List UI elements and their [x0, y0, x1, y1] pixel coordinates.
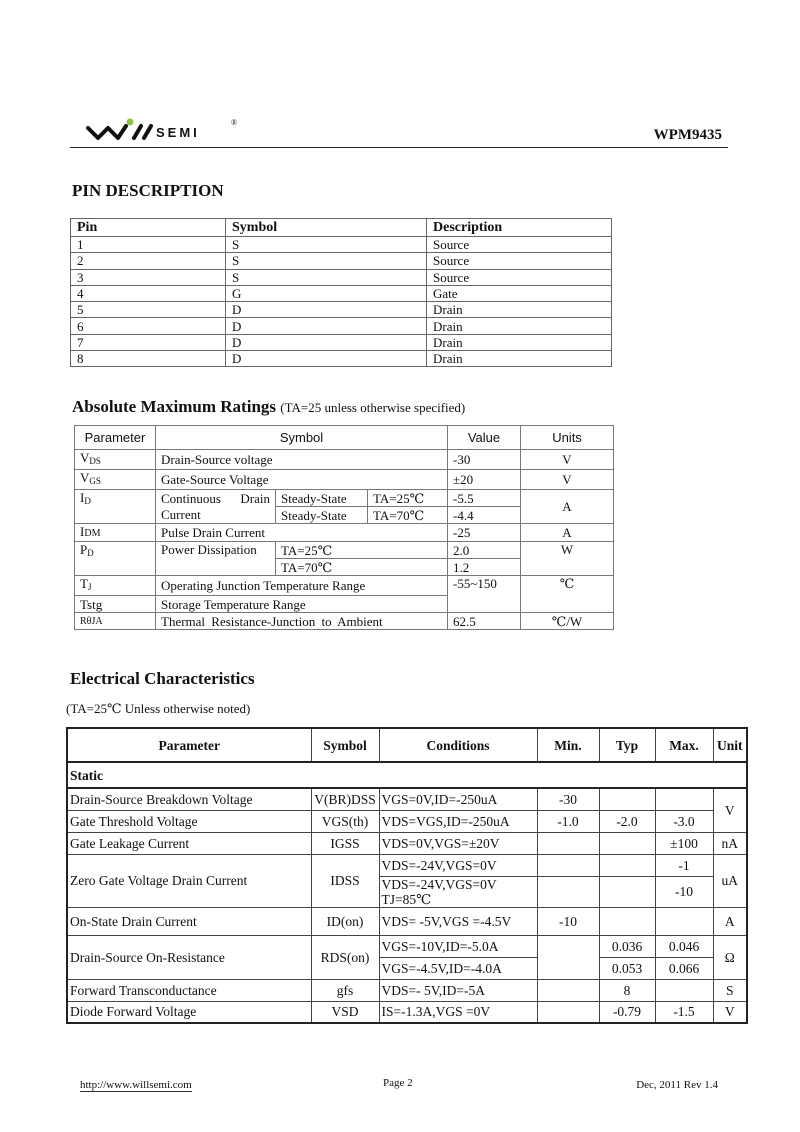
willsemi-logo	[86, 116, 246, 144]
description-cell: Source	[427, 253, 612, 269]
pin-cell: 2	[71, 253, 226, 269]
symbol-cell: D	[226, 351, 427, 367]
unit-cell: Ω	[713, 935, 747, 979]
description-cell: Source	[427, 237, 612, 253]
param-cell: On-State Drain Current	[67, 907, 311, 935]
value-cell: 2.0	[448, 542, 521, 559]
min-cell	[537, 832, 599, 854]
section-label: Static	[67, 762, 747, 788]
table-row	[75, 490, 614, 507]
table-row	[75, 470, 614, 490]
param-cell: Gate Threshold Voltage	[67, 810, 311, 832]
table-row	[71, 351, 612, 367]
electrical-table	[66, 727, 748, 1024]
symbol-cell: S	[226, 237, 427, 253]
desc-cell: Power Dissipation	[156, 542, 276, 576]
col-header-pin: Pin	[71, 219, 226, 237]
max-cell: -1	[655, 854, 713, 876]
min-cell	[537, 935, 599, 979]
unit-cell: uA	[713, 854, 747, 907]
param-cell: Drain-Source Breakdown Voltage	[67, 788, 311, 810]
symbol-cell: IGSS	[311, 832, 379, 854]
table-row	[71, 302, 612, 318]
table-row	[71, 285, 612, 301]
symbol-cell: D	[226, 318, 427, 334]
value-cell: -25	[448, 524, 521, 542]
unit-cell: A	[713, 907, 747, 935]
desc-cell: Drain-Source voltage	[156, 450, 448, 470]
symbol-cell: S	[226, 269, 427, 285]
table-row	[75, 524, 614, 542]
param-cell: Gate Leakage Current	[67, 832, 311, 854]
col-header-parameter: Parameter	[67, 728, 311, 762]
typ-cell	[599, 876, 655, 907]
cond-cell: VGS=-4.5V,ID=-4.0A	[379, 957, 537, 979]
electrical-title: Electrical Characteristics	[70, 669, 255, 688]
table-row	[67, 907, 747, 935]
value-cell: 62.5	[448, 613, 521, 630]
cond-cell: IS=-1.3A,VGS =0V	[379, 1001, 537, 1023]
col-header-max: Max.	[655, 728, 713, 762]
cond-cell: TA=25℃	[276, 542, 448, 559]
logo-text: SEMI	[156, 125, 200, 140]
cond-cell: Steady-State	[276, 507, 368, 524]
desc-cell: Current	[156, 507, 276, 524]
electrical-note: (TA=25℃ Unless otherwise noted)	[66, 701, 251, 716]
typ-cell: -2.0	[599, 810, 655, 832]
unit-cell: nA	[713, 832, 747, 854]
col-header-units: Units	[521, 426, 614, 450]
min-cell: -30	[537, 788, 599, 810]
param-cell: Drain-Source On-Resistance	[67, 935, 311, 979]
symbol-cell: G	[226, 285, 427, 301]
pin-cell: 3	[71, 269, 226, 285]
unit-cell: W	[521, 542, 614, 576]
col-header-parameter: Parameter	[75, 426, 156, 450]
cond-cell: VDS=- 5V,ID=-5A	[379, 979, 537, 1001]
min-cell	[537, 876, 599, 907]
cond-cell: TA=70℃	[276, 559, 448, 576]
col-header-typ: Typ	[599, 728, 655, 762]
col-header-min: Min.	[537, 728, 599, 762]
min-cell	[537, 854, 599, 876]
table-row	[75, 542, 614, 559]
cond-cell: VDS= -5V,VGS =-4.5V	[379, 907, 537, 935]
description-cell: Drain	[427, 302, 612, 318]
section-row	[67, 762, 747, 788]
col-header-symbol: Symbol	[226, 219, 427, 237]
typ-cell: -0.79	[599, 1001, 655, 1023]
param-cell: $T_J$	[75, 576, 156, 596]
min-cell: -1.0	[537, 810, 599, 832]
typ-cell	[599, 907, 655, 935]
typ-cell: 8	[599, 979, 655, 1001]
header-divider	[70, 147, 728, 148]
value-cell: 1.2	[448, 559, 521, 576]
typ-cell: 0.053	[599, 957, 655, 979]
table-row	[67, 854, 747, 876]
table-row	[67, 832, 747, 854]
abs-max-title-text: Absolute Maximum Ratings	[72, 397, 277, 416]
description-cell: Source	[427, 269, 612, 285]
symbol-cell: gfs	[311, 979, 379, 1001]
abs-max-title	[72, 397, 465, 417]
typ-cell	[599, 832, 655, 854]
symbol-cell: S	[226, 253, 427, 269]
max-cell	[655, 907, 713, 935]
table-row	[75, 450, 614, 470]
unit-cell: A	[521, 524, 614, 542]
unit-cell: S	[713, 979, 747, 1001]
value-cell: -5.5	[448, 490, 521, 507]
table-row	[71, 253, 612, 269]
desc-cell: Thermal Resistance-Junction to Ambient	[156, 613, 448, 630]
param-cell: $I_D$	[75, 490, 156, 524]
col-header-symbol: Symbol	[156, 426, 448, 450]
cond-cell: VDS=-24V,VGS=0V	[379, 854, 537, 876]
param-cell: $V_{DS}$	[75, 450, 156, 470]
param-cell: Diode Forward Voltage	[67, 1001, 311, 1023]
symbol-cell: IDSS	[311, 854, 379, 907]
cond-cell: VDS=VGS,ID=-250uA	[379, 810, 537, 832]
description-cell: Drain	[427, 318, 612, 334]
max-cell: -1.5	[655, 1001, 713, 1023]
pin-cell: 4	[71, 285, 226, 301]
min-cell: -10	[537, 907, 599, 935]
cond-cell: VDS=-24V,VGS=0V TJ=85℃	[379, 876, 537, 907]
max-cell: -3.0	[655, 810, 713, 832]
table-row	[71, 318, 612, 334]
value-cell: -4.4	[448, 507, 521, 524]
table-row	[67, 1001, 747, 1023]
unit-cell: V	[521, 470, 614, 490]
part-number: WPM9435	[653, 127, 722, 143]
desc-cell: Storage Temperature Range	[156, 596, 448, 613]
col-header-conditions: Conditions	[379, 728, 537, 762]
table-row	[71, 334, 612, 350]
pin-cell: 1	[71, 237, 226, 253]
value-cell: -55~150	[448, 576, 521, 613]
col-header-value: Value	[448, 426, 521, 450]
typ-cell	[599, 854, 655, 876]
param-cell: RθJA	[75, 613, 156, 630]
unit-cell: ℃/W	[521, 613, 614, 630]
symbol-cell: D	[226, 302, 427, 318]
pin-description-table	[70, 218, 612, 367]
min-cell	[537, 979, 599, 1001]
typ-cell	[599, 788, 655, 810]
typ-cell: 0.036	[599, 935, 655, 957]
value-cell: ±20	[448, 470, 521, 490]
table-row	[75, 576, 614, 596]
param-cell: $P_D$	[75, 542, 156, 576]
symbol-cell: VGS(th)	[311, 810, 379, 832]
cond-cell: Steady-State	[276, 490, 368, 507]
pin-cell: 8	[71, 351, 226, 367]
abs-max-table	[74, 425, 614, 630]
value-cell: -30	[448, 450, 521, 470]
desc-cell: Gate-Source Voltage	[156, 470, 448, 490]
max-cell	[655, 788, 713, 810]
table-row	[67, 810, 747, 832]
table-header-row	[75, 426, 614, 450]
symbol-cell: RDS(on)	[311, 935, 379, 979]
col-header-description: Description	[427, 219, 612, 237]
param-cell: Forward Transconductance	[67, 979, 311, 1001]
symbol-cell: VSD	[311, 1001, 379, 1023]
desc-cell: Pulse Drain Current	[156, 524, 448, 542]
description-cell: Drain	[427, 334, 612, 350]
cond-cell: TA=25℃	[368, 490, 448, 507]
symbol-cell: ID(on)	[311, 907, 379, 935]
param-cell: Tstg	[75, 596, 156, 613]
table-row	[67, 935, 747, 957]
pin-cell: 5	[71, 302, 226, 318]
footer-revision-date: Dec, 2011 Rev 1.4	[636, 1079, 718, 1091]
col-header-symbol: Symbol	[311, 728, 379, 762]
description-cell: Drain	[427, 351, 612, 367]
abs-max-subtitle: (TA=25 unless otherwise specified)	[280, 400, 466, 415]
min-cell	[537, 1001, 599, 1023]
desc-cell: Operating Junction Temperature Range	[156, 576, 448, 596]
param-cell: IDM	[75, 524, 156, 542]
max-cell: 0.066	[655, 957, 713, 979]
cond-cell: VGS=-10V,ID=-5.0A	[379, 935, 537, 957]
cond-cell: TA=70℃	[368, 507, 448, 524]
unit-cell: A	[521, 490, 614, 524]
table-row	[71, 237, 612, 253]
table-row	[75, 613, 614, 630]
unit-cell: V	[713, 788, 747, 832]
symbol-cell: D	[226, 334, 427, 350]
cond-cell: VDS=0V,VGS=±20V	[379, 832, 537, 854]
cond-cell: VGS=0V,ID=-250uA	[379, 788, 537, 810]
pin-cell: 6	[71, 318, 226, 334]
pin-description-title: PIN DESCRIPTION	[72, 181, 224, 200]
table-row	[71, 269, 612, 285]
unit-cell: V	[713, 1001, 747, 1023]
unit-cell: V	[521, 450, 614, 470]
col-header-unit: Unit	[713, 728, 747, 762]
table-header-row	[67, 728, 747, 762]
max-cell: 0.046	[655, 935, 713, 957]
table-header-row	[71, 219, 612, 237]
description-cell: Gate	[427, 285, 612, 301]
pin-cell: 7	[71, 334, 226, 350]
registered-mark: ®	[231, 118, 238, 127]
table-row	[67, 788, 747, 810]
symbol-cell: V(BR)DSS	[311, 788, 379, 810]
max-cell	[655, 979, 713, 1001]
unit-cell: ℃	[521, 576, 614, 613]
max-cell: -10	[655, 876, 713, 907]
param-cell: $V_{GS}$	[75, 470, 156, 490]
max-cell: ±100	[655, 832, 713, 854]
param-cell: Zero Gate Voltage Drain Current	[67, 854, 311, 907]
footer-page-number: Page 2	[383, 1077, 413, 1089]
table-row	[67, 979, 747, 1001]
footer-website-link[interactable]: http://www.willsemi.com	[80, 1079, 192, 1091]
desc-cell: Continuous Drain	[156, 490, 276, 507]
